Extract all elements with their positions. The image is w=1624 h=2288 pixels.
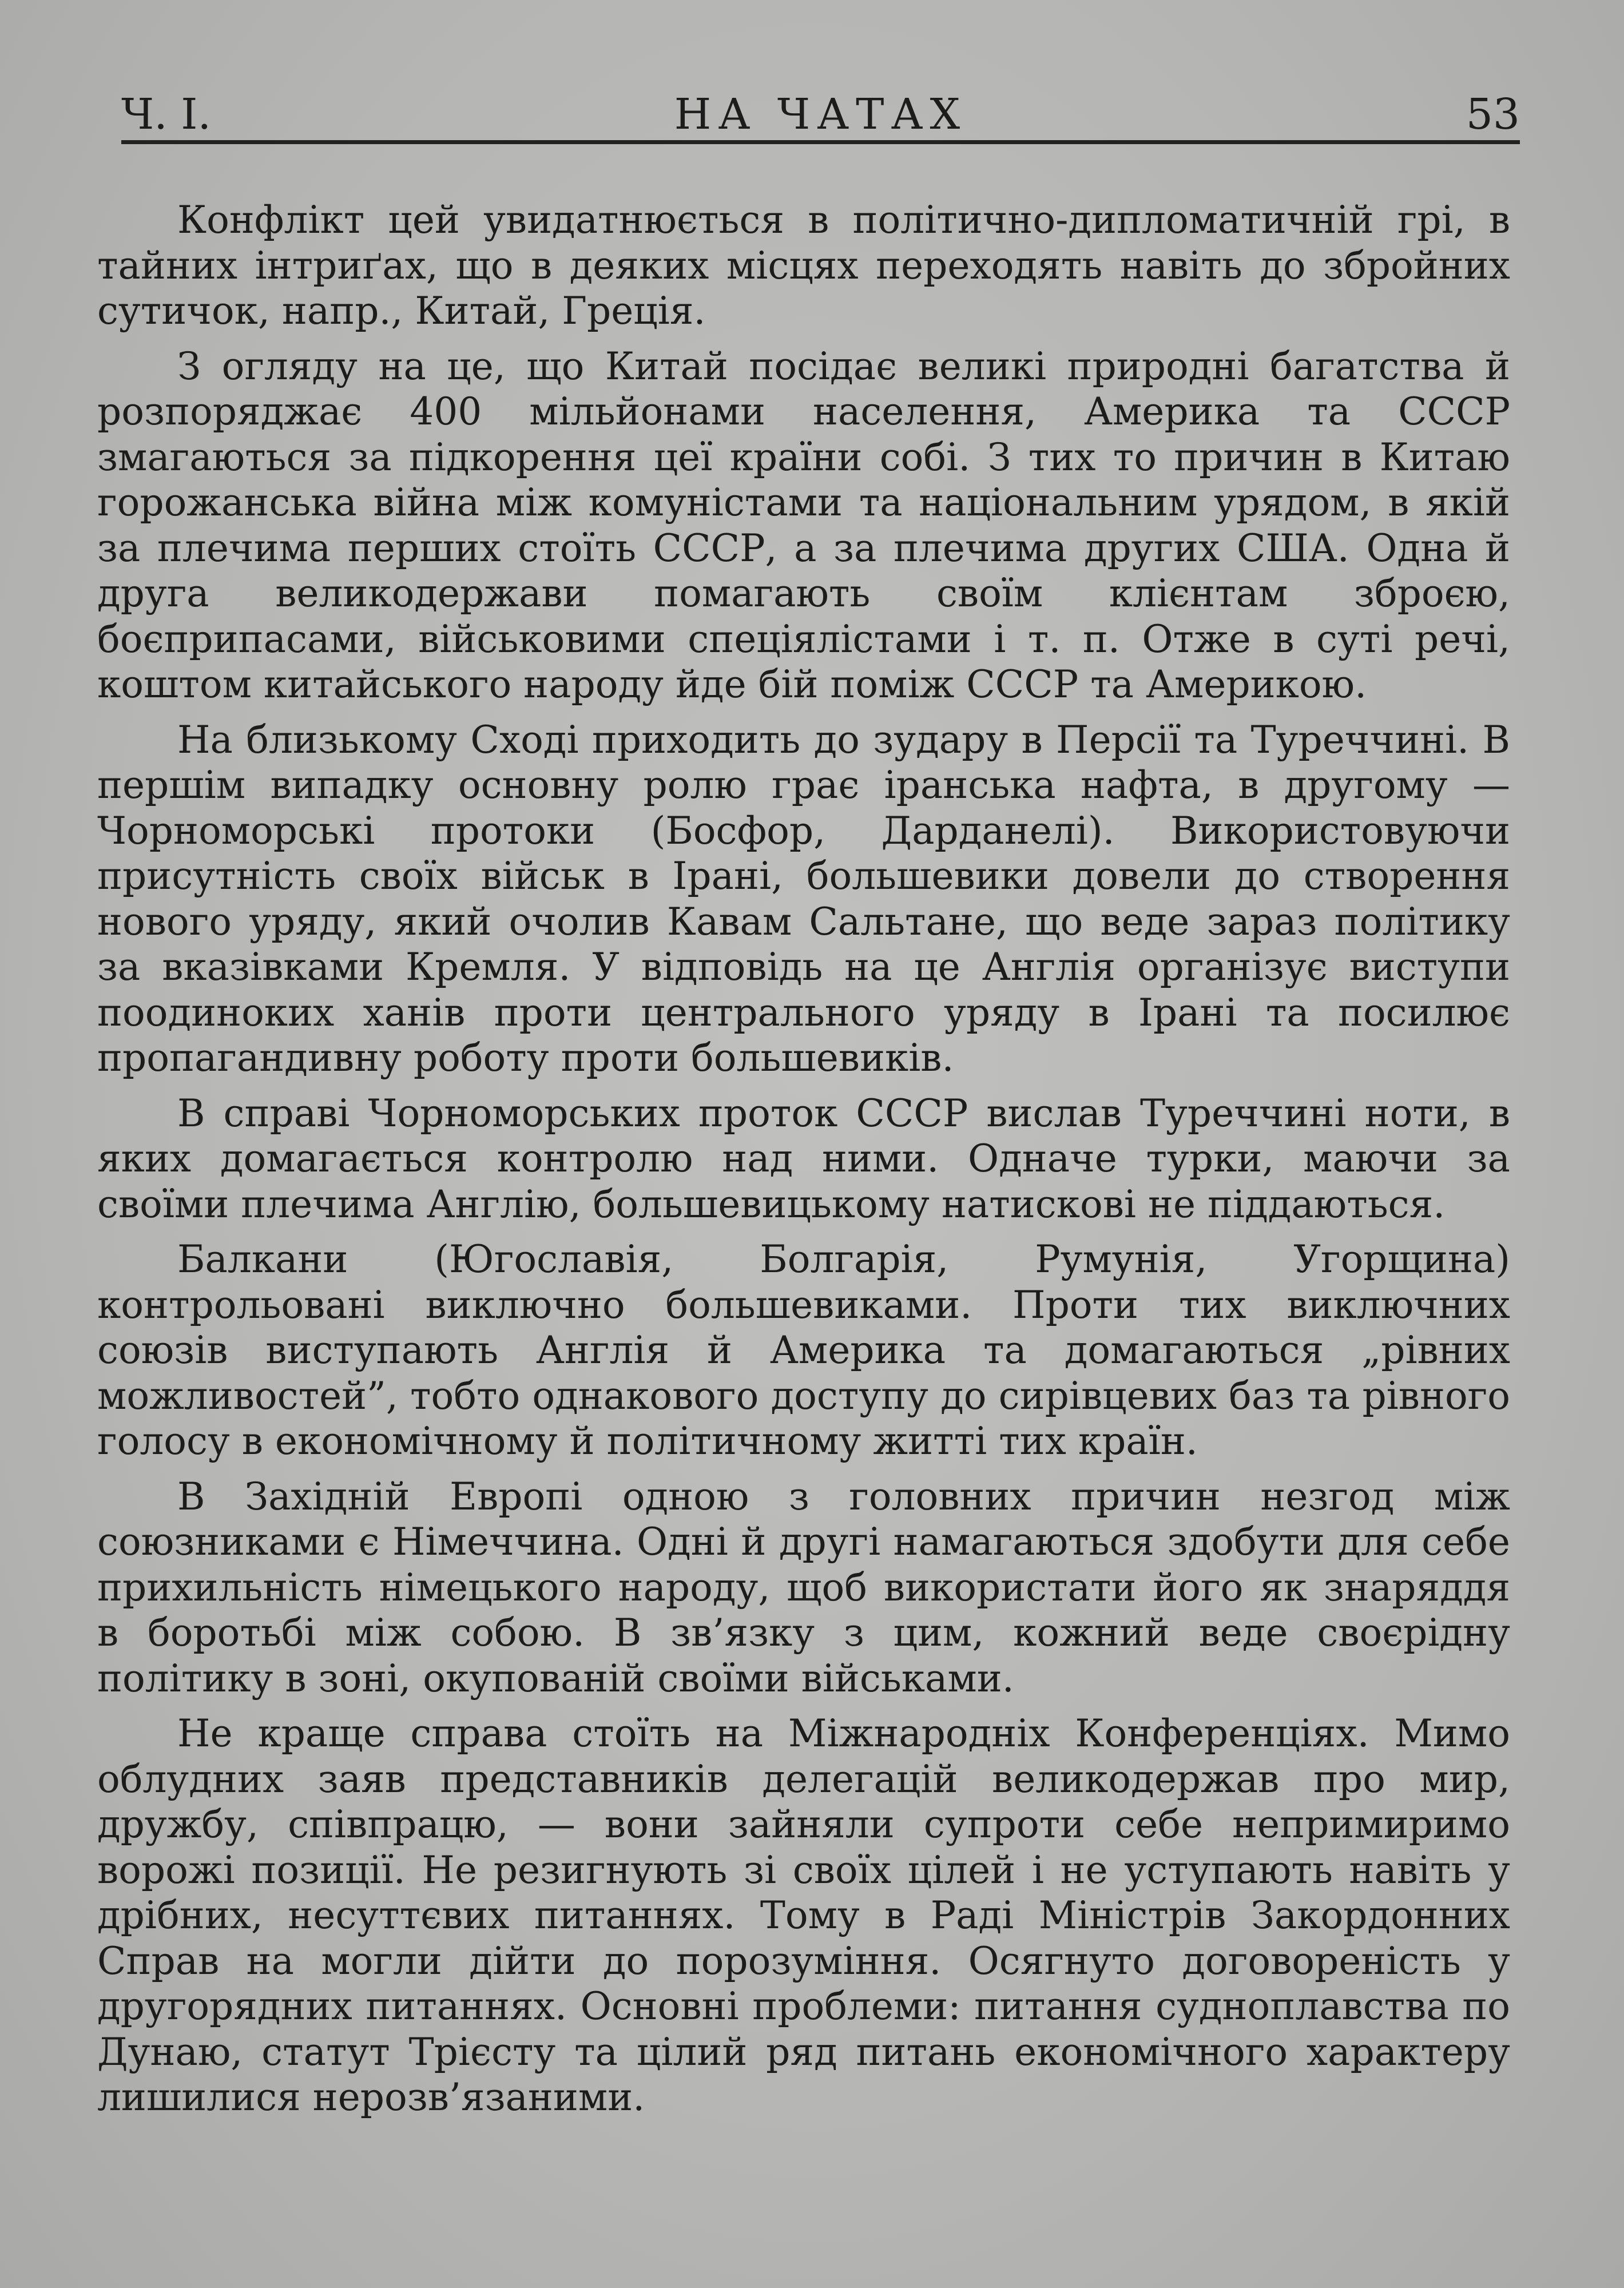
page-number: 53 <box>1466 90 1520 139</box>
paragraph: Балкани (Югославія, Болгарія, Румунія, Угорщина) контрольовані виключно большевиками. Проти тих виключних союзів виступають Англія й Америка та домагаються „рівних можливостей”, тобто однакового доступу до сирівцевих баз та рівного голосу в економічному й політичному житті тих країн. <box>97 1237 1510 1463</box>
paragraph: На близькому Сході приходить до зудару в Персії та Туреччині. В першім випадку основну ролю грає іранська нафта, в другому — Чорноморські протоки (Босфор, Дарданелі). Використовуючи присутність своїх військ в Ірані, большевики довели до створення нового уряду, який очолив Кавам Сальтане, що веде зараз політику за вказівками Кремля. У відповідь на це Англія організує виступи поодиноких ханів проти центрального уряду в Ірані та посилює пропагандивну роботу проти большевиків. <box>97 717 1510 1080</box>
paragraph: Конфлікт цей увидатнюється в політично-дипломатичній грі, в тайних інтриґах, що в деяких місцях переходять навіть до збройних сутичок, напр., Китай, Греція. <box>97 198 1510 333</box>
paragraph: Не краще справа стоїть на Міжнародніх Конференціях. Мимо облудних заяв представників делегацій великодержав про мир, дружбу, співпрацю, — вони зайняли супроти себе непримиримо ворожі позиції. Не резигнують зі своїх цілей і не уступають навіть у дрібних, несуттєвих питаннях. Тому в Раді Міністрів Закордонних Справ на могли дійти до порозуміння. Осягнуто договореність у другорядних питаннях. Основні проблеми: питання судноплавства по Дунаю, статут Трієсту та цілий ряд питань економічного характеру лишилися нерозв’язаними. <box>97 1711 1510 2119</box>
running-title: НА ЧАТАХ <box>674 90 967 139</box>
running-head <box>121 86 1520 143</box>
part-label: Ч. І. <box>121 90 211 139</box>
paragraph: В Західній Европі одною з головних причин незгод між союзниками є Німеччина. Одні й другі намагаються здобути для себе прихильність німецького народу, щоб використати його як знаряддя в боротьбі між собою. В зв’язку з цим, кожний веде своєрідну політику в зоні, окупованій своїми військами. <box>97 1474 1510 1701</box>
body-text <box>97 197 1510 2120</box>
paragraph: В справі Чорноморських проток СССР вислав Туреччині ноти, в яких домагається контролю над ними. Одначе турки, маючи за своїми плечима Англію, большевицькому натискові не піддаються. <box>97 1091 1510 1226</box>
paragraph: З огляду на це, що Китай посідає великі природні багатства й розпоряджає 400 мільйонами населення, Америка та СССР змагаються за підкорення цеї країни собі. З тих то причин в Китаю горожанська війна між комуністами та національним урядом, в якій за плечима перших стоїть СССР, а за плечима других США. Одна й друга великодержави помагають своїм клієнтам зброєю, боєприпасами, військовими спеціялістами і т. п. Отже в суті речі, коштом китайського народу йде бій поміж СССР та Америкою. <box>97 344 1510 706</box>
header-rule <box>121 140 1520 144</box>
